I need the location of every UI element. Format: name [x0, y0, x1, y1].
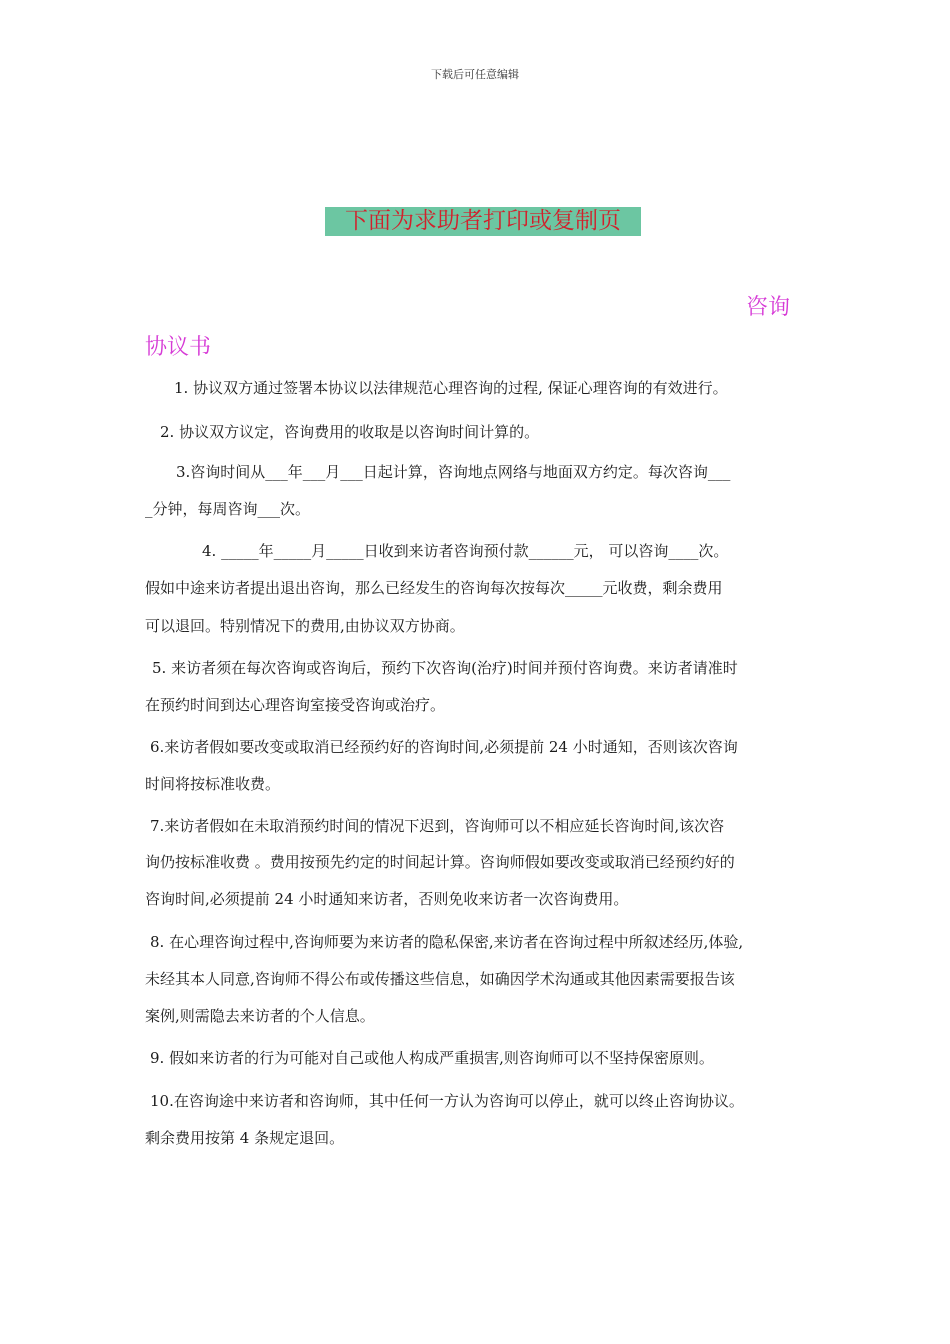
- clause-line: 询仍按标准收费 。费用按预先约定的时间起计算。咨询师假如要改变或取消已经预约好的: [145, 853, 735, 871]
- clause-line: 5. 来访者须在每次咨询或咨询后，预约下次咨询(治疗)时间并预付咨询费。来访者请准时: [152, 659, 738, 677]
- clause-line: 假如中途来访者提出退出咨询，那么已经发生的咨询每次按每次_____元收费，剩余费用: [145, 579, 723, 597]
- header-note: 下载后可任意编辑: [431, 68, 519, 81]
- clause-line: 时间将按标准收费。: [145, 775, 281, 793]
- clause-line: 咨询时间,必须提前 24 小时通知来访者，否则免收来访者一次咨询费用。: [145, 890, 629, 908]
- doc-title-part2: 协议书: [145, 335, 212, 360]
- clause-line: 可以退回。特别情况下的费用,由协议双方协商。: [145, 617, 465, 635]
- print-banner: 下面为求助者打印或复制页: [325, 207, 641, 236]
- clause-line: _分钟，每周咨询___次。: [145, 500, 311, 518]
- clause-line: 2. 协议双方议定，咨询费用的收取是以咨询时间计算的。: [160, 423, 540, 441]
- clause-line: 4. _____年_____月_____日收到来访者咨询预付款______元， 可以咨询____次。: [202, 542, 729, 560]
- clause-line: 8. 在心理咨询过程中,咨询师要为来访者的隐私保密,来访者在咨询过程中所叙述经历,体验,: [150, 933, 744, 951]
- clause-line: 9. 假如来访者的行为可能对自己或他人构成严重损害,则咨询师可以不坚持保密原则。: [150, 1049, 714, 1067]
- clause-line: 6.来访者假如要改变或取消已经预约好的咨询时间,必须提前 24 小时通知，否则该次咨询: [150, 738, 738, 756]
- clause-line: 案例,则需隐去来访者的个人信息。: [145, 1007, 375, 1025]
- clause-line: 10.在咨询途中来访者和咨询师，其中任何一方认为咨询可以停止，就可以终止咨询协议。: [150, 1092, 744, 1110]
- doc-title-part1: 咨询: [746, 295, 791, 320]
- clause-line: 在预约时间到达心理咨询室接受咨询或治疗。: [145, 696, 446, 714]
- clause-line: 3.咨询时间从___年___月___日起计算，咨询地点网络与地面双方约定。每次咨询___: [176, 463, 731, 481]
- clause-line: 7.来访者假如在未取消预约时间的情况下迟到，咨询师可以不相应延长咨询时间,该次咨: [150, 817, 725, 835]
- clause-line: 剩余费用按第 4 条规定退回。: [145, 1129, 345, 1147]
- clause-line: 未经其本人同意,咨询师不得公布或传播这些信息，如确因学术沟通或其他因素需要报告该: [145, 970, 735, 988]
- clause-line: 1. 协议双方通过签署本协议以法律规范心理咨询的过程, 保证心理咨询的有效进行。: [174, 379, 728, 397]
